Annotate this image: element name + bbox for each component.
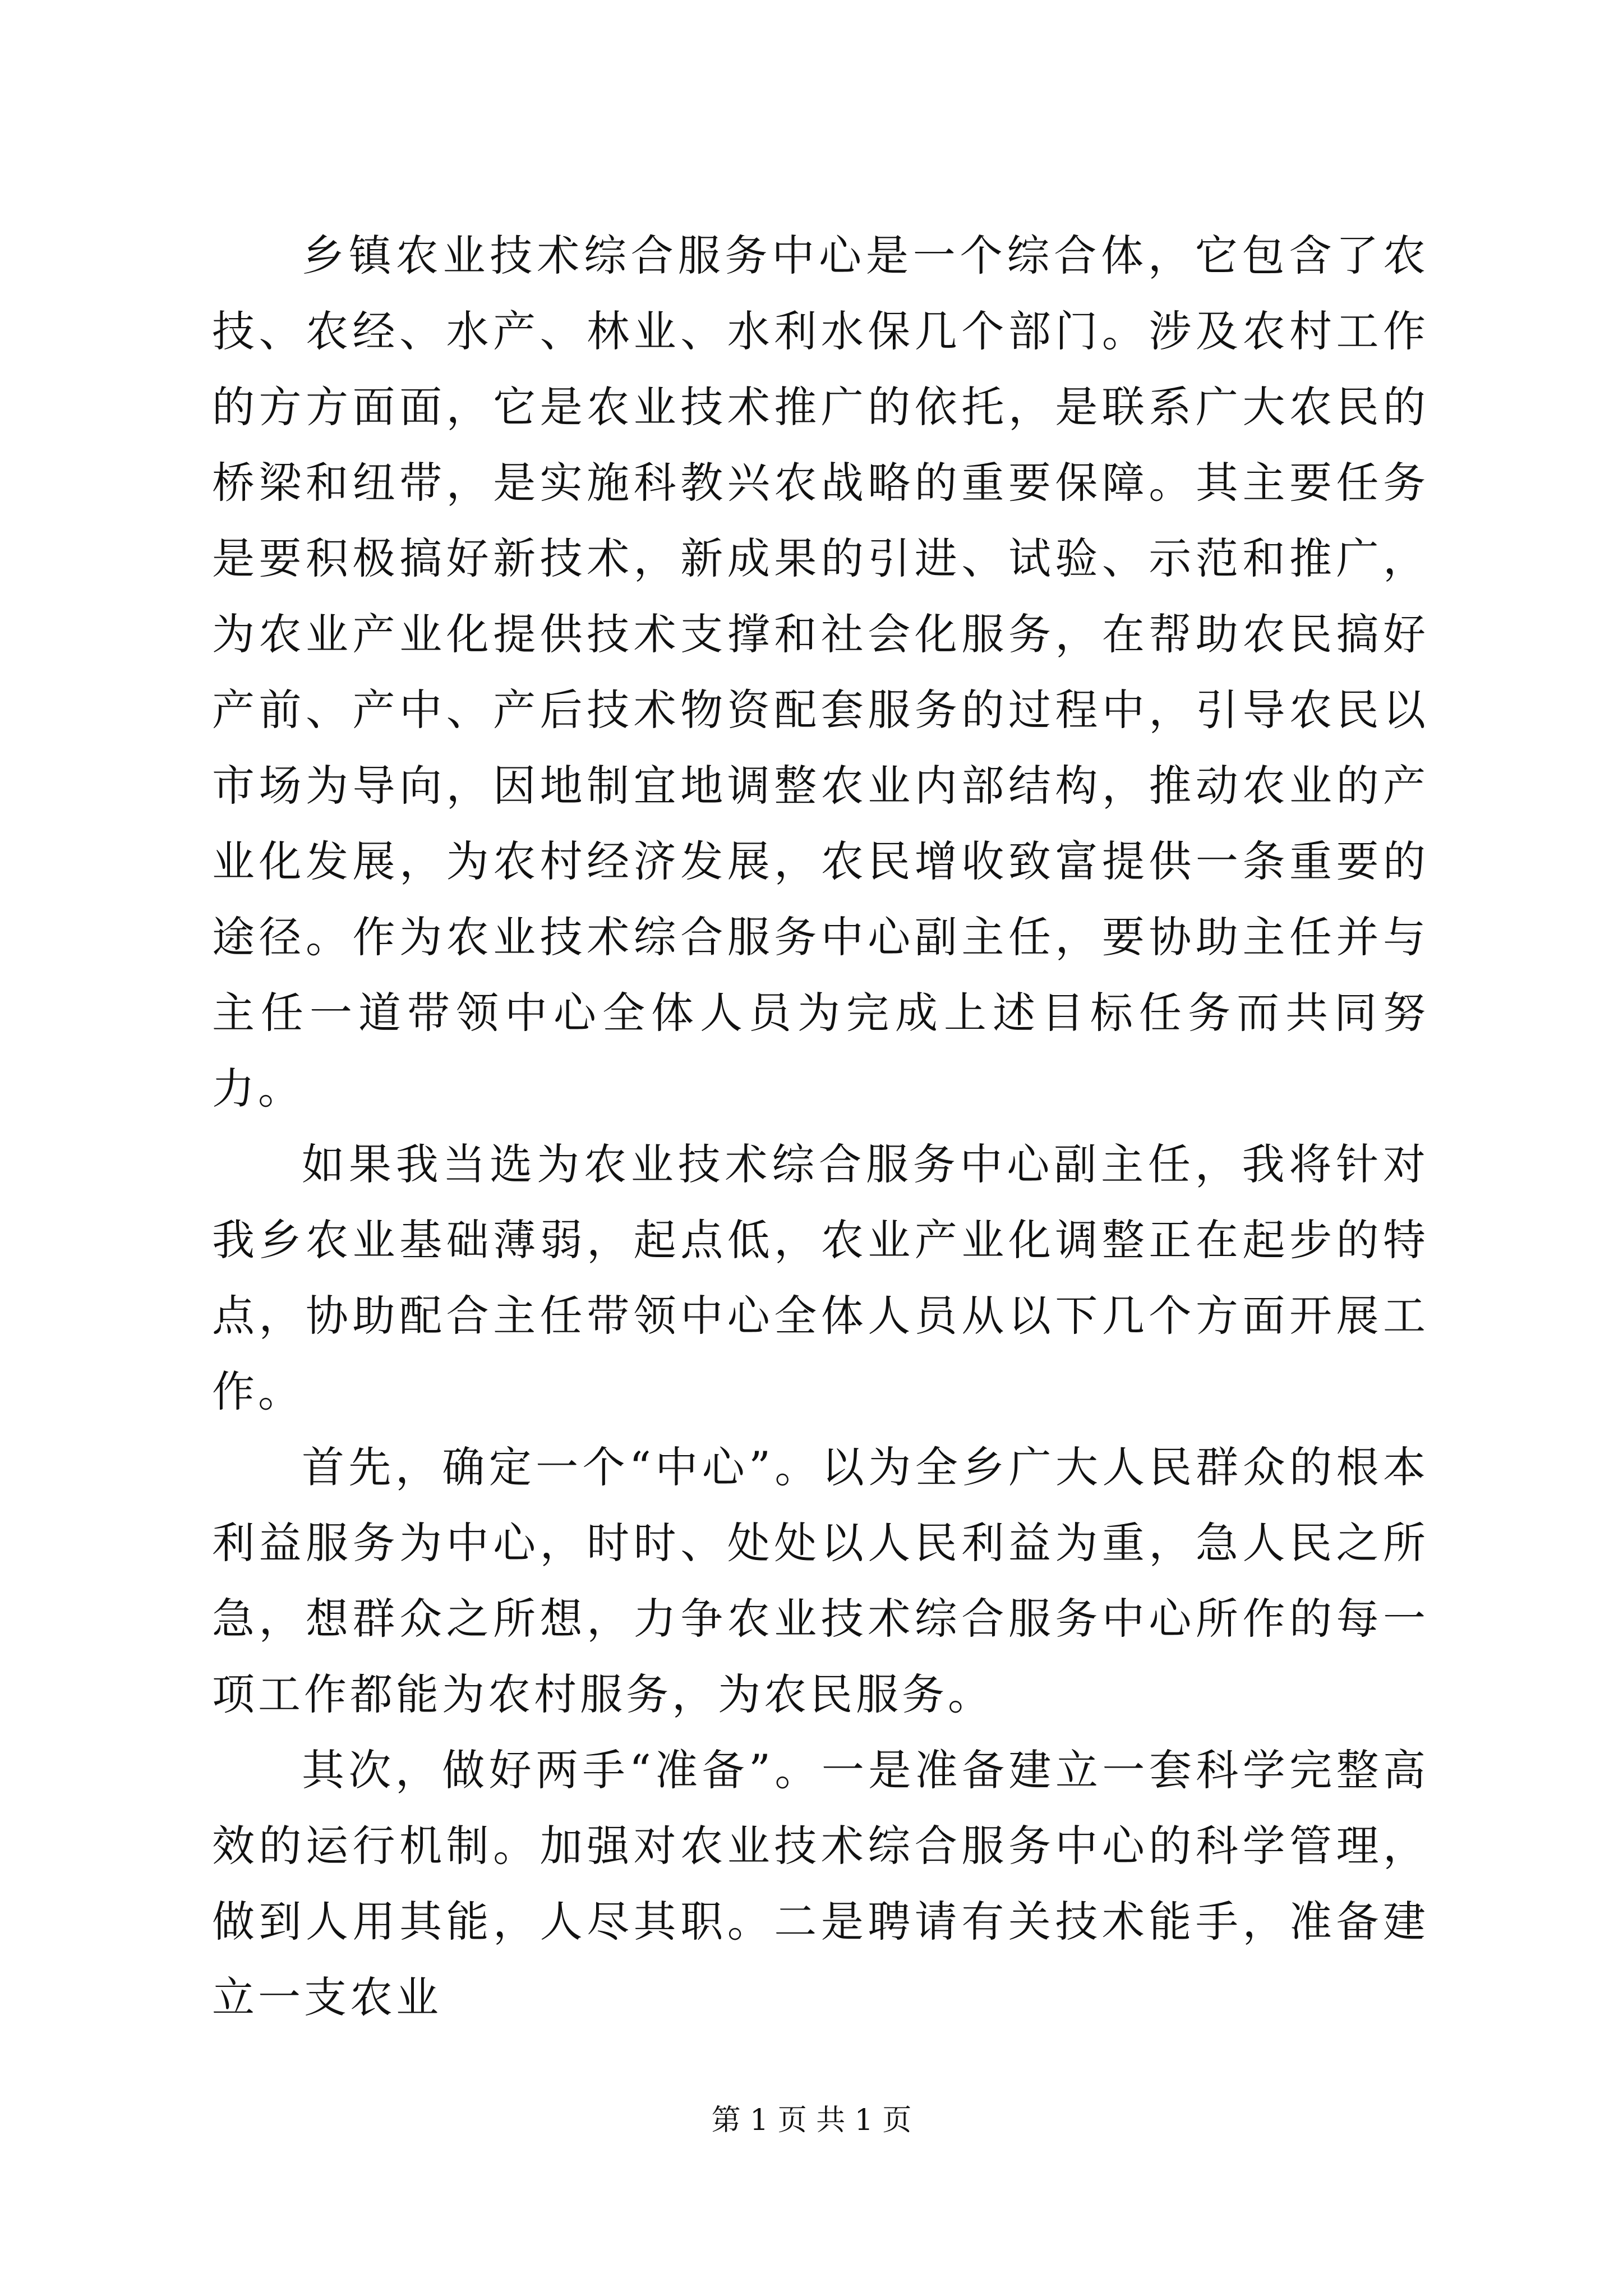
paragraph-1: 乡镇农业技术综合服务中心是一个综合体，它包含了农技、农经、水产、林业、水利水保几个部门。涉及农村工作的方方面面，它是农业技术推广的依托，是联系广大农民的桥梁和纽带，是实施科教兴农战略的重要保障。其主要任务是要积极搞好新技术，新成果的引进、试验、示范和推广，为农业产业化提供技术支撑和社会化服务，在帮助农民搞好产前、产中、产后技术物资配套服务的过程中，引导农民以市场为导向，因地制宜地调整农业内部结构，推动农业的产业化发展，为农村经济发展，农民增收致富提供一条重要的途径。作为农业技术综合服务中心副主任，要协助主任并与主任一道带领中心全体人员为完成上述目标任务而共同努力。 xyxy=(212,231,1429,1114)
page-footer: 第 1 页 共 1 页 xyxy=(711,2104,912,2137)
document-body xyxy=(212,218,1429,2035)
paragraph-2: 如果我当选为农业技术综合服务中心副主任，我将针对我乡农业基础薄弱，起点低，农业产业化调整正在起步的特点，协助配合主任带领中心全体人员从以下几个方面开展工作。 xyxy=(212,1139,1429,1416)
paragraph-4: 其次，做好两手“准备”。一是准备建立一套科学完整高效的运行机制。加强对农业技术综合服务中心的科学管理，做到人用其能，人尽其职。二是聘请有关技术能手，准备建立一支农业 xyxy=(212,1745,1429,2022)
paragraph-3: 首先，确定一个“中心”。以为全乡广大人民群众的根本利益服务为中心，时时、处处以人民利益为重，急人民之所急，想群众之所想，力争农业技术综合服务中心所作的每一项工作都能为农村服务，为农民服务。 xyxy=(212,1442,1429,1719)
